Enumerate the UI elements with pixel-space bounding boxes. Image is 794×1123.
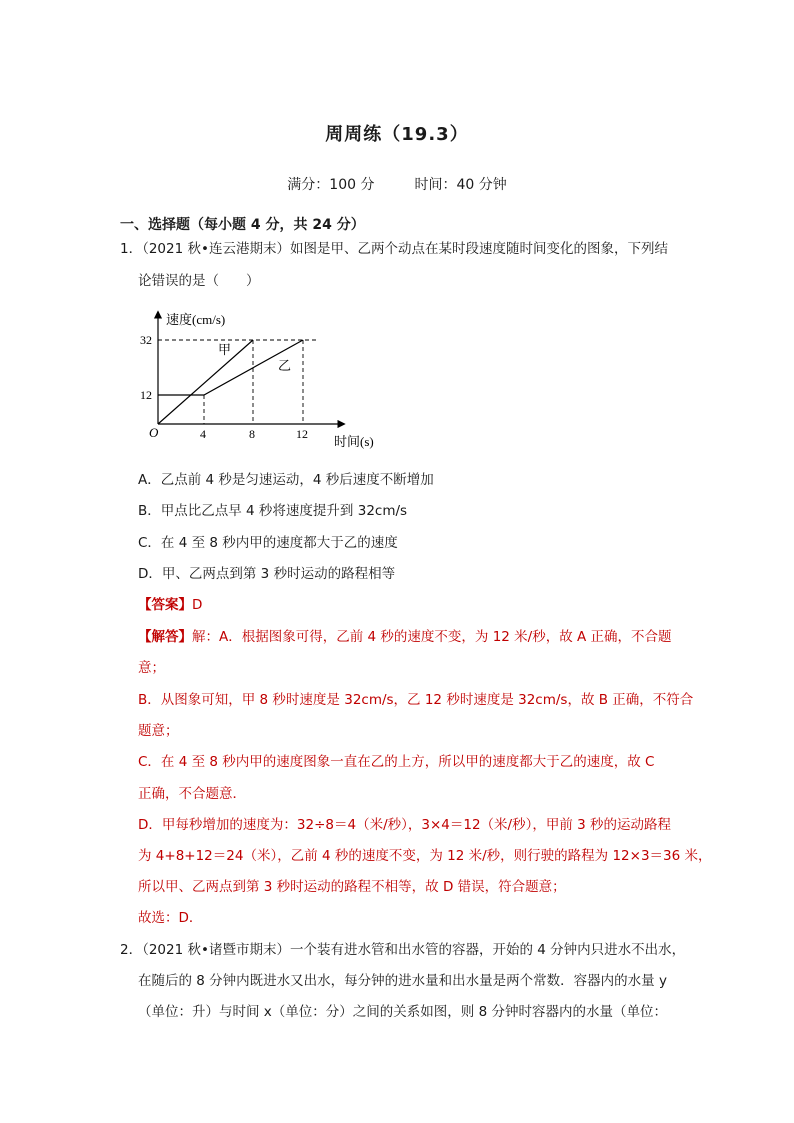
solution-line1	[138, 627, 672, 647]
solution-line5: C．在 4 至 8 秒内甲的速度图象一直在乙的上方，所以甲的速度都大于乙的速度，故 C	[138, 754, 655, 770]
series-yi-label: 乙	[278, 358, 292, 373]
exam-info	[0, 174, 794, 194]
solution-tag: 【解答】	[138, 629, 192, 645]
y-axis-label: 速度(cm/s)	[166, 312, 226, 327]
origin-label: O	[149, 425, 159, 440]
q2-line3: （单位：升）与时间 x（单位：分）之间的关系如图，则 8 分钟时容器内的水量（单位：	[138, 1004, 667, 1020]
option-c: C．在 4 至 8 秒内甲的速度都大于乙的速度	[138, 535, 398, 551]
solution-line8: 为 4+8+12＝24（米），乙前 4 秒的速度不变，为 12 米/秒，则行驶的路程为 12×3＝36 米，	[138, 848, 712, 864]
section-heading: 一、选择题（每小题 4 分，共 24 分）	[120, 217, 365, 233]
option-d: D．甲、乙两点到第 3 秒时运动的路程相等	[138, 566, 396, 582]
series-jia	[158, 340, 253, 424]
x-axis-label: 时间(s)	[334, 434, 374, 449]
solution-line3: B．从图象可知，甲 8 秒时速度是 32cm/s，乙 12 秒时速度是 32cm/s，故 B 正确，不符合	[138, 692, 694, 708]
solution-line2: 意；	[138, 660, 165, 676]
q2-line2: 在随后的 8 分钟内既进水又出水，每分钟的进水量和出水量是两个常数．容器内的水量 y	[138, 973, 667, 989]
time-limit: 时间：40 分钟	[414, 177, 507, 193]
q1-stem-line1: 1．（2021 秋•连云港期末）如图是甲、乙两个动点在某时段速度随时间变化的图象，下列结	[120, 241, 668, 257]
full-score: 满分：100 分	[287, 177, 375, 193]
x-tick-4: 4	[200, 427, 206, 441]
option-b: B．甲点比乙点早 4 秒将速度提升到 32cm/s	[138, 503, 408, 519]
solution-line9: 所以甲、乙两点到第 3 秒时运动的路程不相等，故 D 错误，符合题意；	[138, 879, 566, 895]
solution-text: 解：A．根据图象可得，乙前 4 秒的速度不变，为 12 米/秒，故 A 正确，不合题	[192, 629, 672, 645]
x-tick-12: 12	[296, 427, 308, 441]
series-jia-label: 甲	[218, 342, 232, 357]
solution-line10: 故选：D．	[138, 910, 203, 926]
q2-line1: 2．（2021 秋•诸暨市期末）一个装有进水管和出水管的容器，开始的 4 分钟内只进水不出水，	[120, 942, 686, 958]
solution-line4: 题意；	[138, 723, 179, 739]
y-tick-12: 12	[140, 388, 152, 402]
q1-stem-line2: 论错误的是（ ）	[138, 273, 260, 289]
x-tick-8: 8	[249, 427, 255, 441]
page-title: 周周练（19.3）	[325, 124, 469, 145]
option-a: A．乙点前 4 秒是匀速运动，4 秒后速度不断增加	[138, 472, 434, 488]
answer-value: D	[192, 597, 203, 613]
y-tick-32: 32	[140, 333, 152, 347]
answer-tag: 【答案】	[138, 597, 192, 613]
solution-line7: D．甲每秒增加的速度为：32÷8＝4（米/秒），3×4＝12（米/秒），甲前 3 秒的运动路程	[138, 817, 671, 833]
answer-line	[138, 595, 202, 615]
solution-line6: 正确，不合题意．	[138, 786, 246, 802]
speed-time-graph	[138, 306, 398, 456]
